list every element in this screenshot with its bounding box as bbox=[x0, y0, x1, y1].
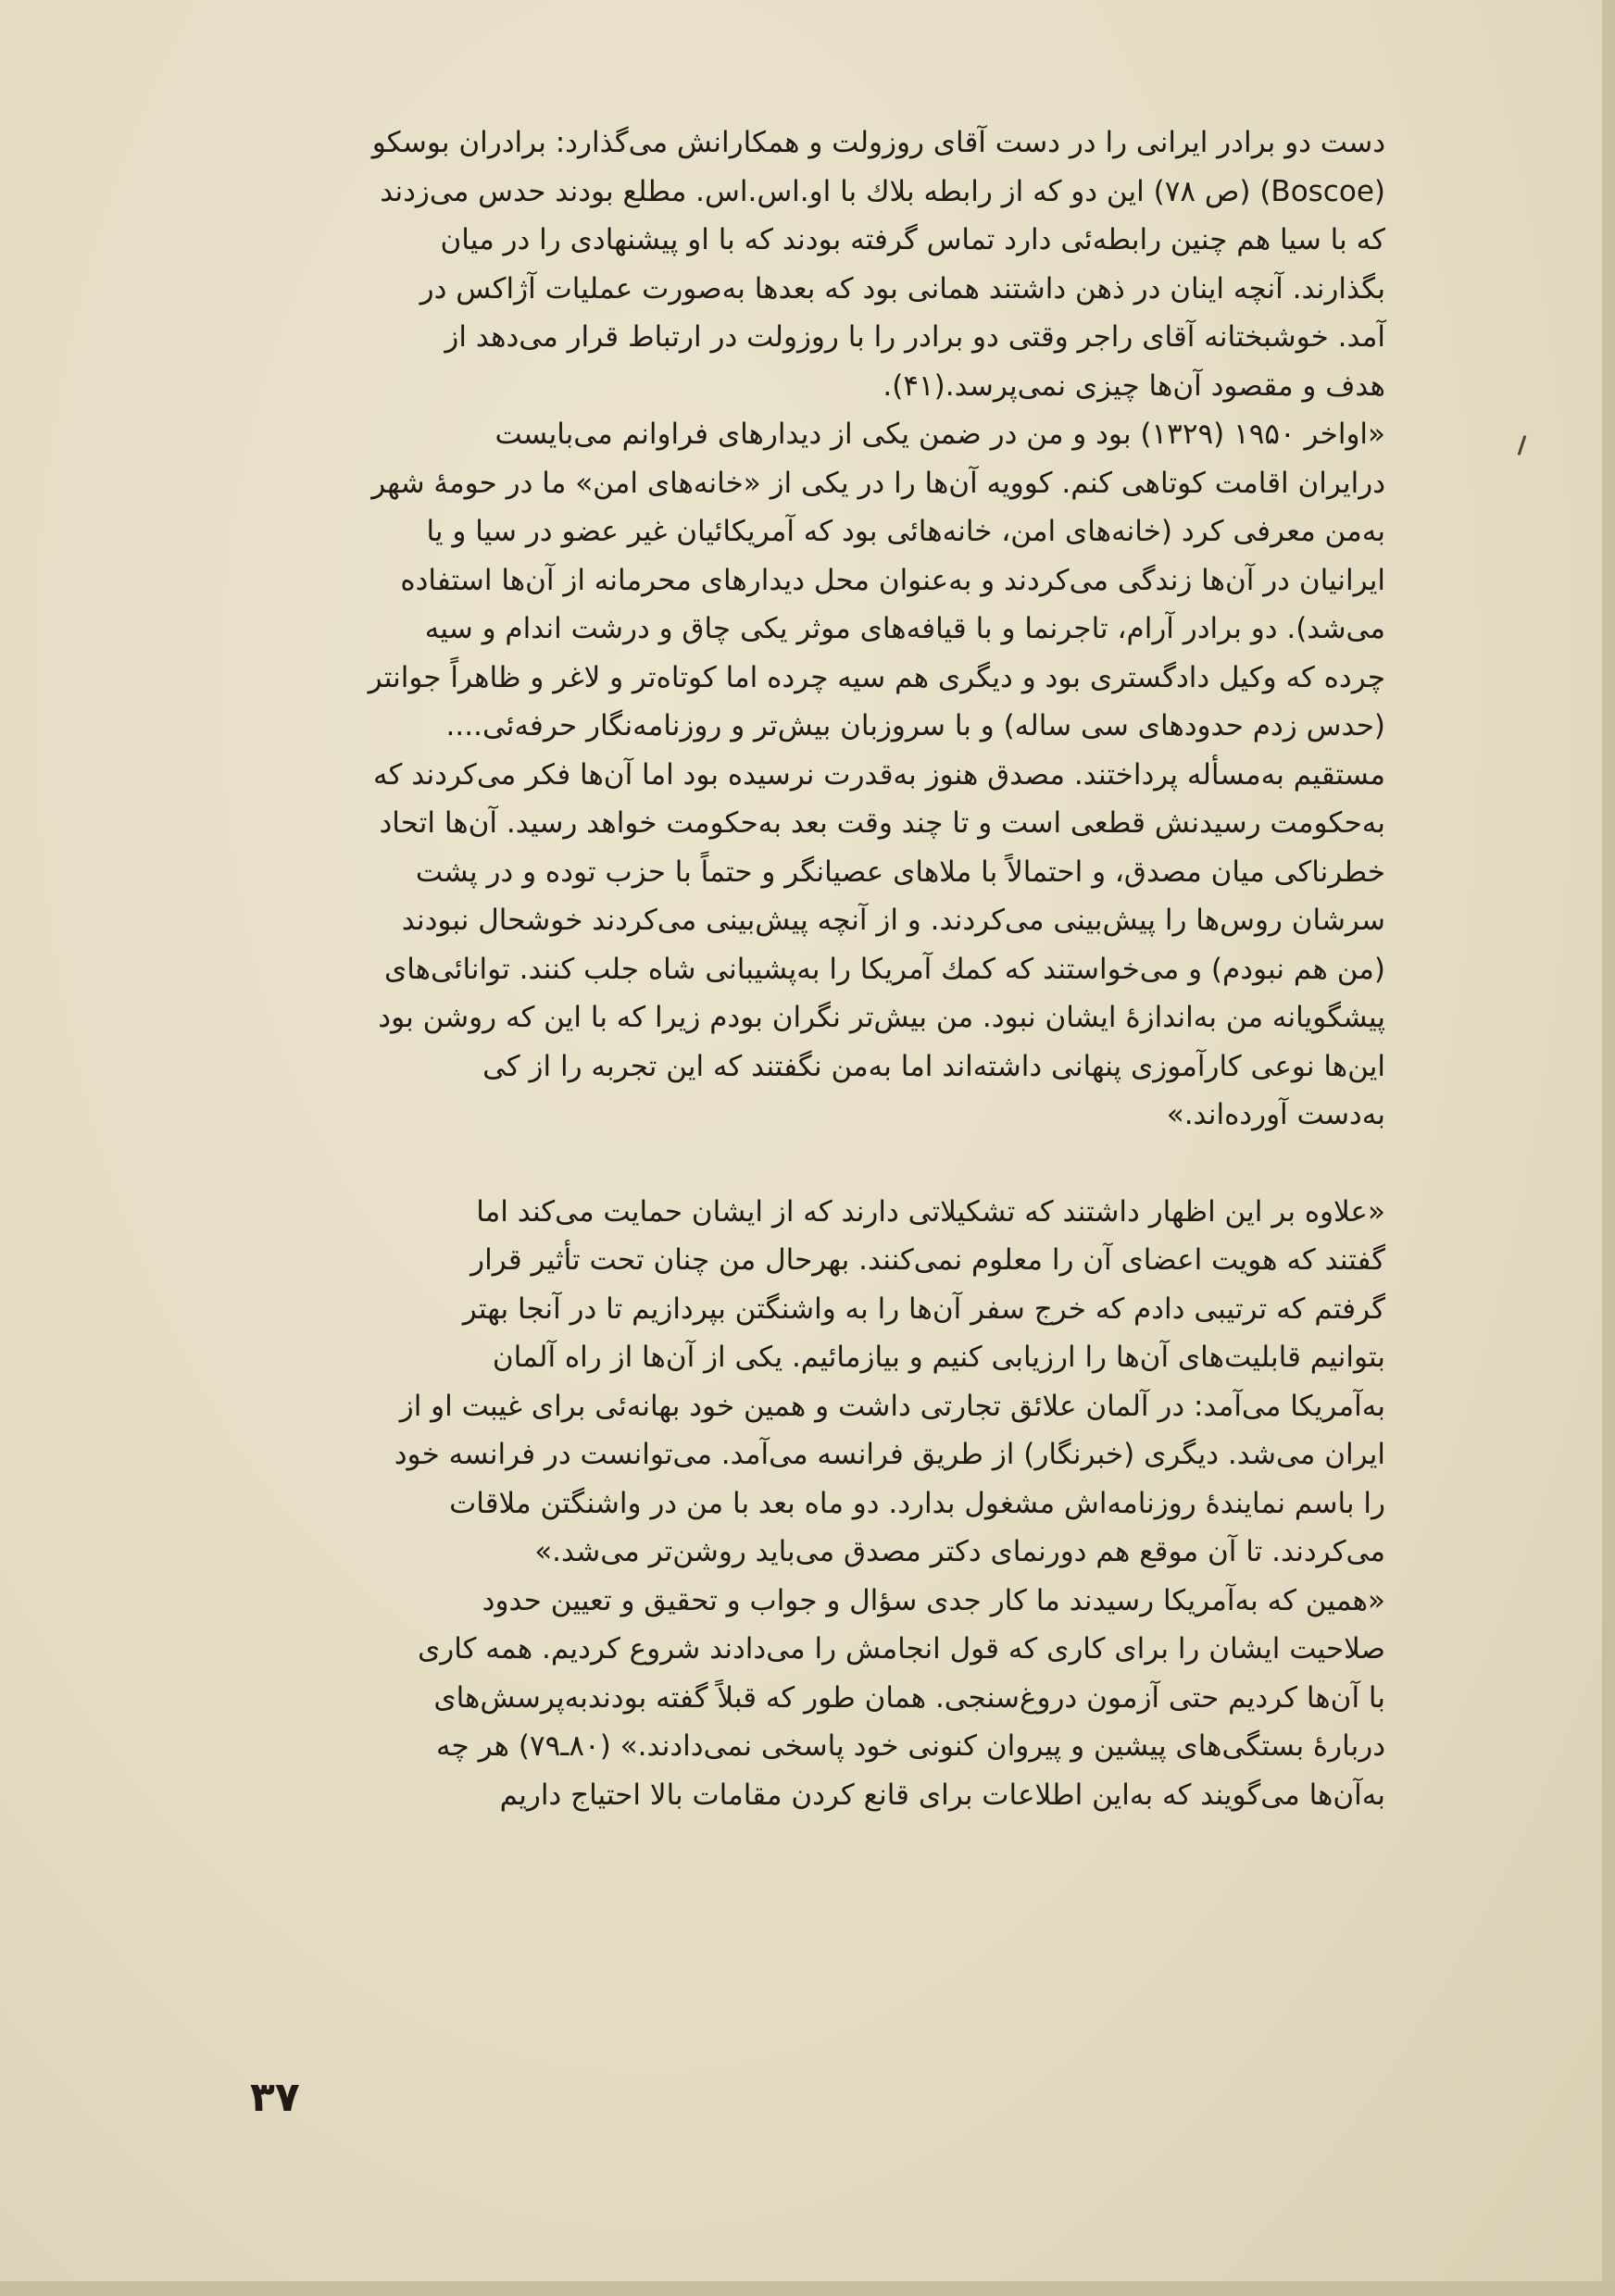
paragraph-4: «همین که به‌آمریکا رسیدند ما کار جدی سؤال و جواب و تحقیق و تعیین حدود صلاحیت ایشان را برای کاری که قول انجامش را می‌دادند شروع کردیم. همه کاری با آن‌ها کردیم حتی آزمون دروغ‌سنجی. همان طور که قبلاً گفته بودندبه‌پرسش‌های دربارهٔ بستگی‌های پیشین و پیروان کنونی خود پاسخی نمی‌دادند.» (۸۰ـ۷۹) هر چه به‌آن‌ها می‌گویند که به‌این اطلاعات برای قانع کردن مقامات بالا احتیاج داریم bbox=[418, 1583, 1385, 1812]
body-text bbox=[248, 119, 1385, 1819]
margin-pencil-mark bbox=[1518, 435, 1527, 455]
paragraph-2: «اواخر ۱۹۵۰ (۱۳۲۹) بود و من در ضمن یکی از دیدارهای فراوانم می‌بایست درایران اقامت کوتاهی کنم. کوویه آن‌ها را در یکی از «خانه‌های امن» ما در حومهٔ شهر به‌من معرفی کرد (خانه‌های امن، خانه‌هائی بود که آمریکائیان غیر عضو در سیا و یا ایرانیان در آن‌ها زندگی می‌کردند و به‌عنوان محل دیدارهای محرمانه از آن‌ها استفاده می‌شد). دو برادر آرام، تاجرنما و با قیافه‌های موثر یکی چاق و درشت اندام و سیه چرده که وکیل دادگستری بود و دیگری هم سیه چرده اما کوتاه‌تر و لاغر و ظاهراً جوانتر (حدس زدم حدودهای سی ساله) و با سروزبان بیش‌تر و روزنامه‌نگار حرفه‌ئی.... مستقیم به‌مسأله پرداختند. مصدق هنوز به‌قدرت نرسیده بود اما آن‌ها فکر می‌کردند که به‌حکومت رسیدنش قطعی است و تا چند وقت بعد به‌حکومت خواهد رسید. آن‌ها اتحاد خطرناکی میان مصدق، و احتمالاً با ملاهای عصیانگر و حتماً با حزب توده و در پشت سرشان روس‌ها را پیش‌بینی می‌کردند. و از آنچه پیش‌بینی می‌کردند خوشحال نبودند (من هم نبودم) و می‌خواستند که کمك آمریکا را به‌پشیبانی شاه جلب کنند. توانائی‌های پیشگویانه من به‌اندازهٔ ایشان نبود. من بیش‌تر نگران بودم زیرا که با این که روشن بود این‌ها نوعی کارآموزی پنهانی داشته‌اند اما به‌من نگفتند که این تجربه را از کی به‌دست آورده‌اند.» bbox=[368, 418, 1385, 1131]
page-edge-bottom bbox=[0, 2281, 1615, 2296]
page-number: ۳۷ bbox=[250, 2074, 300, 2121]
paragraph-gap bbox=[248, 1140, 1385, 1188]
paragraph-3: «علاوه بر این اظهار داشتند که تشکیلاتی دارند که از ایشان حمایت می‌کند اما گفتند که هویت اعضای آن را معلوم نمی‌کنند. بهرحال من چنان تحت تأثیر قرار گرفتم که ترتیبی دادم که خرج سفر آن‌ها را به واشنگتن بپردازیم تا در آنجا بهتر بتوانیم قابلیت‌های آن‌ها را ارزیابی کنیم و بیازمائیم. یکی از آن‌ها از راه آلمان به‌آمریکا می‌آمد: در آلمان علائق تجارتی داشت و همین خود بهانه‌ئی برای غیبت او از ایران می‌شد. دیگری (خبرنگار) از طریق فرانسه می‌آمد. می‌توانست در فرانسه خود را باسم نمایندهٔ روزنامه‌اش مشغول بدارد. دو ماه بعد با من در واشنگتن ملاقات می‌کردند. تا آن موقع هم دورنمای دکتر مصدق می‌باید روشن‌تر می‌شد.» bbox=[394, 1194, 1385, 1568]
paragraph-1: دست دو برادر ایرانی را در دست آقای روزولت و همکارانش می‌گذارد: برادران بوسکو (Boscoe) (ص ۷۸) این دو که از رابطه بلاك با او.اس.اس. مطلع بودند حدس می‌زدند که با سیا هم چنین رابطه‌ئی دارد تماس گرفته بودند که با او پیشنهادی را در میان بگذارند. آنچه اینان در ذهن داشتند همانی بود که بعدها به‌صورت عملیات آژاکس در آمد. خوشبختانه آقای راجر وقتی دو برادر را با روزولت در ارتباط قرار می‌دهد از هدف و مقصود آن‌ها چیزی نمی‌پرسد.(۴۱). bbox=[371, 126, 1385, 403]
page-edge-right bbox=[1602, 0, 1615, 2296]
